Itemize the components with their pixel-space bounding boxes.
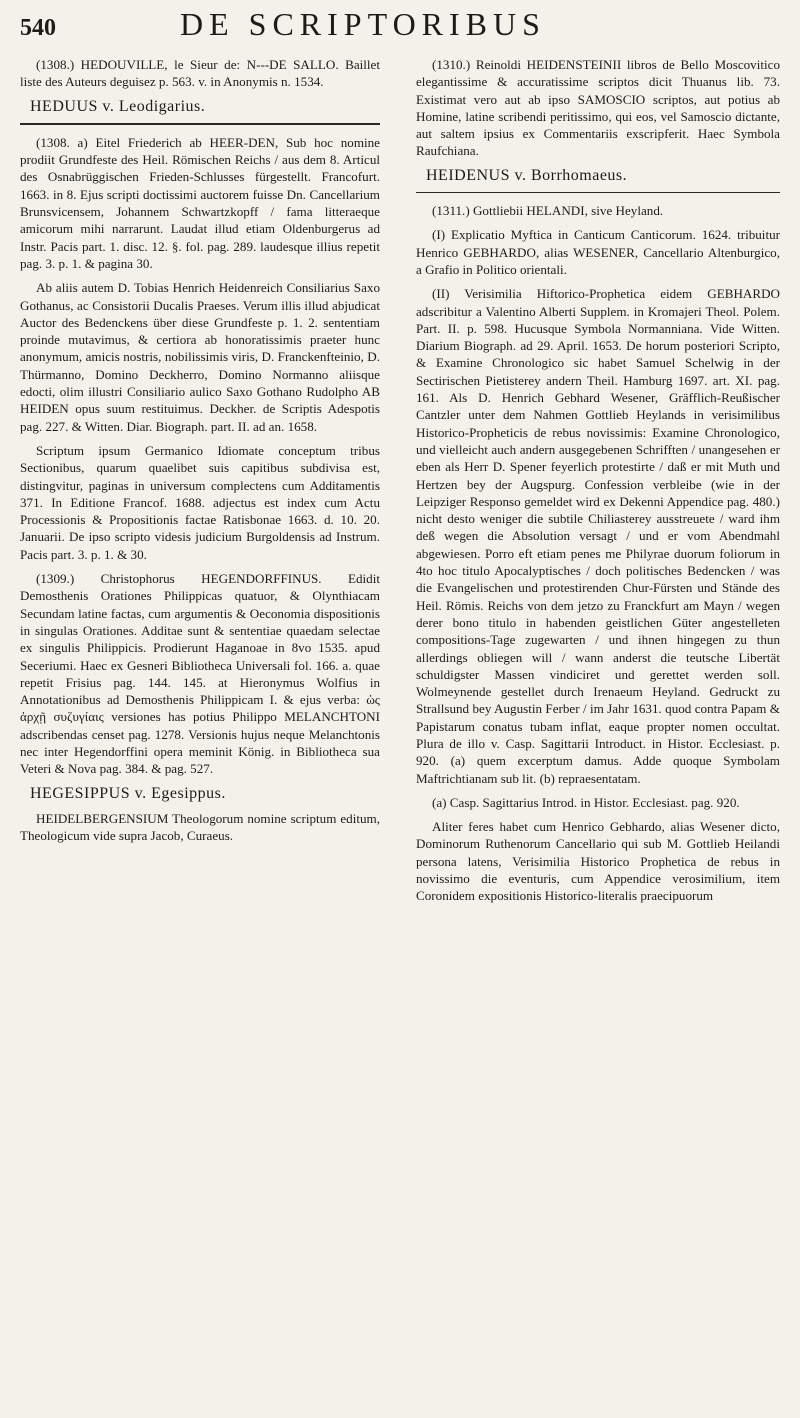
catalog-entry: (1310.) Reinoldi HEIDENSTEINII libros de Bello Moscovitico elegantissime & accuratissime scriptos dicit Thuanus lib. 73. Existimat vero aut ab ipso SAMOSCIO scriptos, aut potius ab Homine, latine scribendi peritissimo, qui eos, vel Samoscio dictante, aut saltem ipsius ex Commentariis exscripferit. Haec Symbola Raufchiana. [416, 57, 780, 159]
page-number: 540 [20, 15, 56, 41]
section-divider [416, 192, 780, 193]
section-divider [20, 123, 380, 125]
catalog-entry: (1311.) Gottliebii HELANDI, sive Heyland. [432, 203, 664, 219]
catalog-entry: (a) Casp. Sagittarius Introd. in Histor. Ecclesiast. pag. 920. [432, 794, 740, 810]
running-title: DE SCRIPTORIBUS [180, 6, 546, 42]
cross-reference-heading: HEGESIPPUS v. Egesippus. [30, 784, 226, 802]
catalog-entry: (I) Explicatio Myftica in Canticum Canticorum. 1624. tribuitur Henrico GEBHARDO, alias WESENER, Cancellario Altenburgico, a Grafio in Politico orientali. [416, 227, 780, 277]
catalog-entry: (1309.) Christophorus HEGENDORFFINUS. Edidit Demosthenis Orationes Philippicas quatuor, & Olynthiacam Secundam latine factas, cum argumentis & Oeconomia dispositionis in singulas Orationes. Additae sunt & sententiae quaedam selectae ex singulis Philippicis. Prodierunt Haganoae in 8vo 1535. apud Seceriumi. Haec ex Gesneri Bibliotheca Universali fol. 166. a. quae repetit Frisius pag. 144. 145. at Hieronymus Wolfius in Annotationibus ad Demosthenis Philippicam I. & ejus verba: ὡς ἀρχῇ συζυγίαις versiones has potius Philippo MELANCHTONI adscribendas censet pag. 1278. Versionis hujus neque Melanchtonis nec inter Hegendorffini opera meminit König. in Bibliotheca sua Veteri & Nova pag. 384. & pag. 527. [20, 571, 380, 777]
catalog-entry: (1308.) HEDOUVILLE, le Sieur de: N---DE SALLO. Baillet liste des Auteurs deguisez p. 563. v. in Anonymis n. 1534. [20, 57, 380, 90]
cross-reference-heading: HEIDENUS v. Borrhomaeus. [426, 166, 628, 184]
catalog-entry: (II) Verisimilia Hiftorico-Prophetica eidem GEBHARDO adscribitur a Valentino Alberti Supplem. in Kromajeri Theol. Polem. Part. II. p. 598. Hucusque Symbola Normanniana. Vide Witten. Diarium Biograph. ad 29. April. 1653. De horum posteriori Scripto, & Examine Chronologico sic habet Samuel Schelwig in der Sectirischen Pietisterey andern Theil. Hamburg 1697. art. XI. pag. 161. Als D. Henrich Gebhard Wesener, Gräfflich-Reußischer Cantzler unter dem Nahmen Gottlieb Heylands in verisimilibus Historico-Propheticis de rebus novissimis: Examine Chronologico, und vielleicht auch andern ausgegebenen Schrifften / unangesehen er eben als Herr D. Spener feyerlich protestirte / daß er mit Muth und Hertzen bey der Augspurg. Confession verbleibe (wie in der Leipziger Responso gemeldet wird ex Dekenni Appendice pag. 480.) nicht desto weniger die subtile Chiliasterey ausstreuete / ward ihm deß wegen die Absolution versagt / und er vom Abendmahl abgewiesen. Porro eft etiam penes me Philyrae duorum foliorum in 4to hoc titulo Apocalyptisches / doch politisches Bedencken / was die Evangelischen und protestirenden Chur-Fürsten und Stände des Heil. Römis. Reichs von dem jetzo zu Franckfurt am Mayn / wegen derer bono titulo in habenden geistlichen Güter angestelleten compositions-Tage zugewarten / und ihnen hingegen zu thun allerdings obliegen will / wann anderst die teutsche Libertät schuldigster Massen vindiciret und gerettet werden soll. Wolmeynende gestellet durch Irenaeum Heyland. Gedruckt zu Strallsund bey Augustin Ferber / im Jahr 1631. quod contra Papam & Papistarum conatus tubam inflat, eaque propter nomen occultat. Plura de illo v. Casp. Sagittarii Introduct. in Histor. Ecclesiast. p. 920. (a) quem excerptum damus. Adde quoque Symbolam Maftrichtianam sub lit. (b) repraesentatam. [416, 286, 780, 786]
catalog-entry: Aliter feres habet cum Henrico Gebhardo, alias Wesener dicto, Dominorum Ruthenorum Cancellario qui sub M. Gottlieb Heilandi persona latens, Verisimilia Historico Prophetica de rebus in novissimo die eventuris, cum Appendice verosimilium, item Coronidem expositionis Historico-literalis praecipuorum [416, 819, 780, 904]
cross-reference-heading: HEDUUS v. Leodigarius. [30, 97, 206, 115]
right-column [416, 56, 780, 1406]
catalog-entry: HEIDELBERGENSIUM Theologorum nomine scriptum editum, Theologicum vide supra Jacob, Curaeus. [20, 810, 380, 844]
catalog-entry: (1308. a) Eitel Friederich ab HEER-DEN, Sub hoc nomine prodiit Grundfeste des Heil. Römischen Reichs / aus dem 8. Articul des Osnabrüggischen Frieden-Schlusses fürgestellt. Francofurt. 1663. in 8. Ejus scripti doctissimi auctorem fuisse Dn. Cancellarium Brunsvicensem, Johannem Schwartzkopff / fama litteraeque amicorum mihi narrarunt. Laudat illud etiam Oldenburgerus ad Instr. Pacis part. 1. disc. 12. §. fol. pag. 289. laudesque illius repetit pag. 3. p. 1. & pagina 30. [20, 134, 380, 271]
left-column [20, 56, 380, 1406]
catalog-entry: Scriptum ipsum Germanico Idiomate conceptum tribus Sectionibus, quarum quaelibet suis capitibus subdivisa est, distingvitur, paginas in universum complectens cum Additamentis 371. In Editione Francof. 1688. adjectus est index cum Actu Processionis & Propositionis factae Ratisbonae 1663. d. 10. 20. Januarii. De ipso scripto videsis judicium Burgoldensis ad Instrum. Pacis part. 3. p. 1. & 30. [20, 442, 380, 562]
catalog-entry: Ab aliis autem D. Tobias Henrich Heidenreich Consiliarius Saxo Gothanus, ac Consistorii Ducalis Praeses. Verum illis illud abjudicat Auctor des Bedenckens über diese Grundfeste p. 1. 2. sententiam proinde mutavimus, & certiora ab honoratissimis praeter hunc anonymum, amicis nostris, nobilissimis viris, D. Franckenfteinio, D. Thürmanno, Domino Deckherro, Domino Normanno aliisque edocti, olim illustri Consiliario aulico Saxo Gothano Rudolpho AB HEIDEN opus suum restituimus. Deckher. de Scriptis Adespotis pag. 227. & Witten. Diar. Biograph. part. II. ad an. 1658. [20, 280, 380, 434]
page-header [20, 6, 780, 50]
